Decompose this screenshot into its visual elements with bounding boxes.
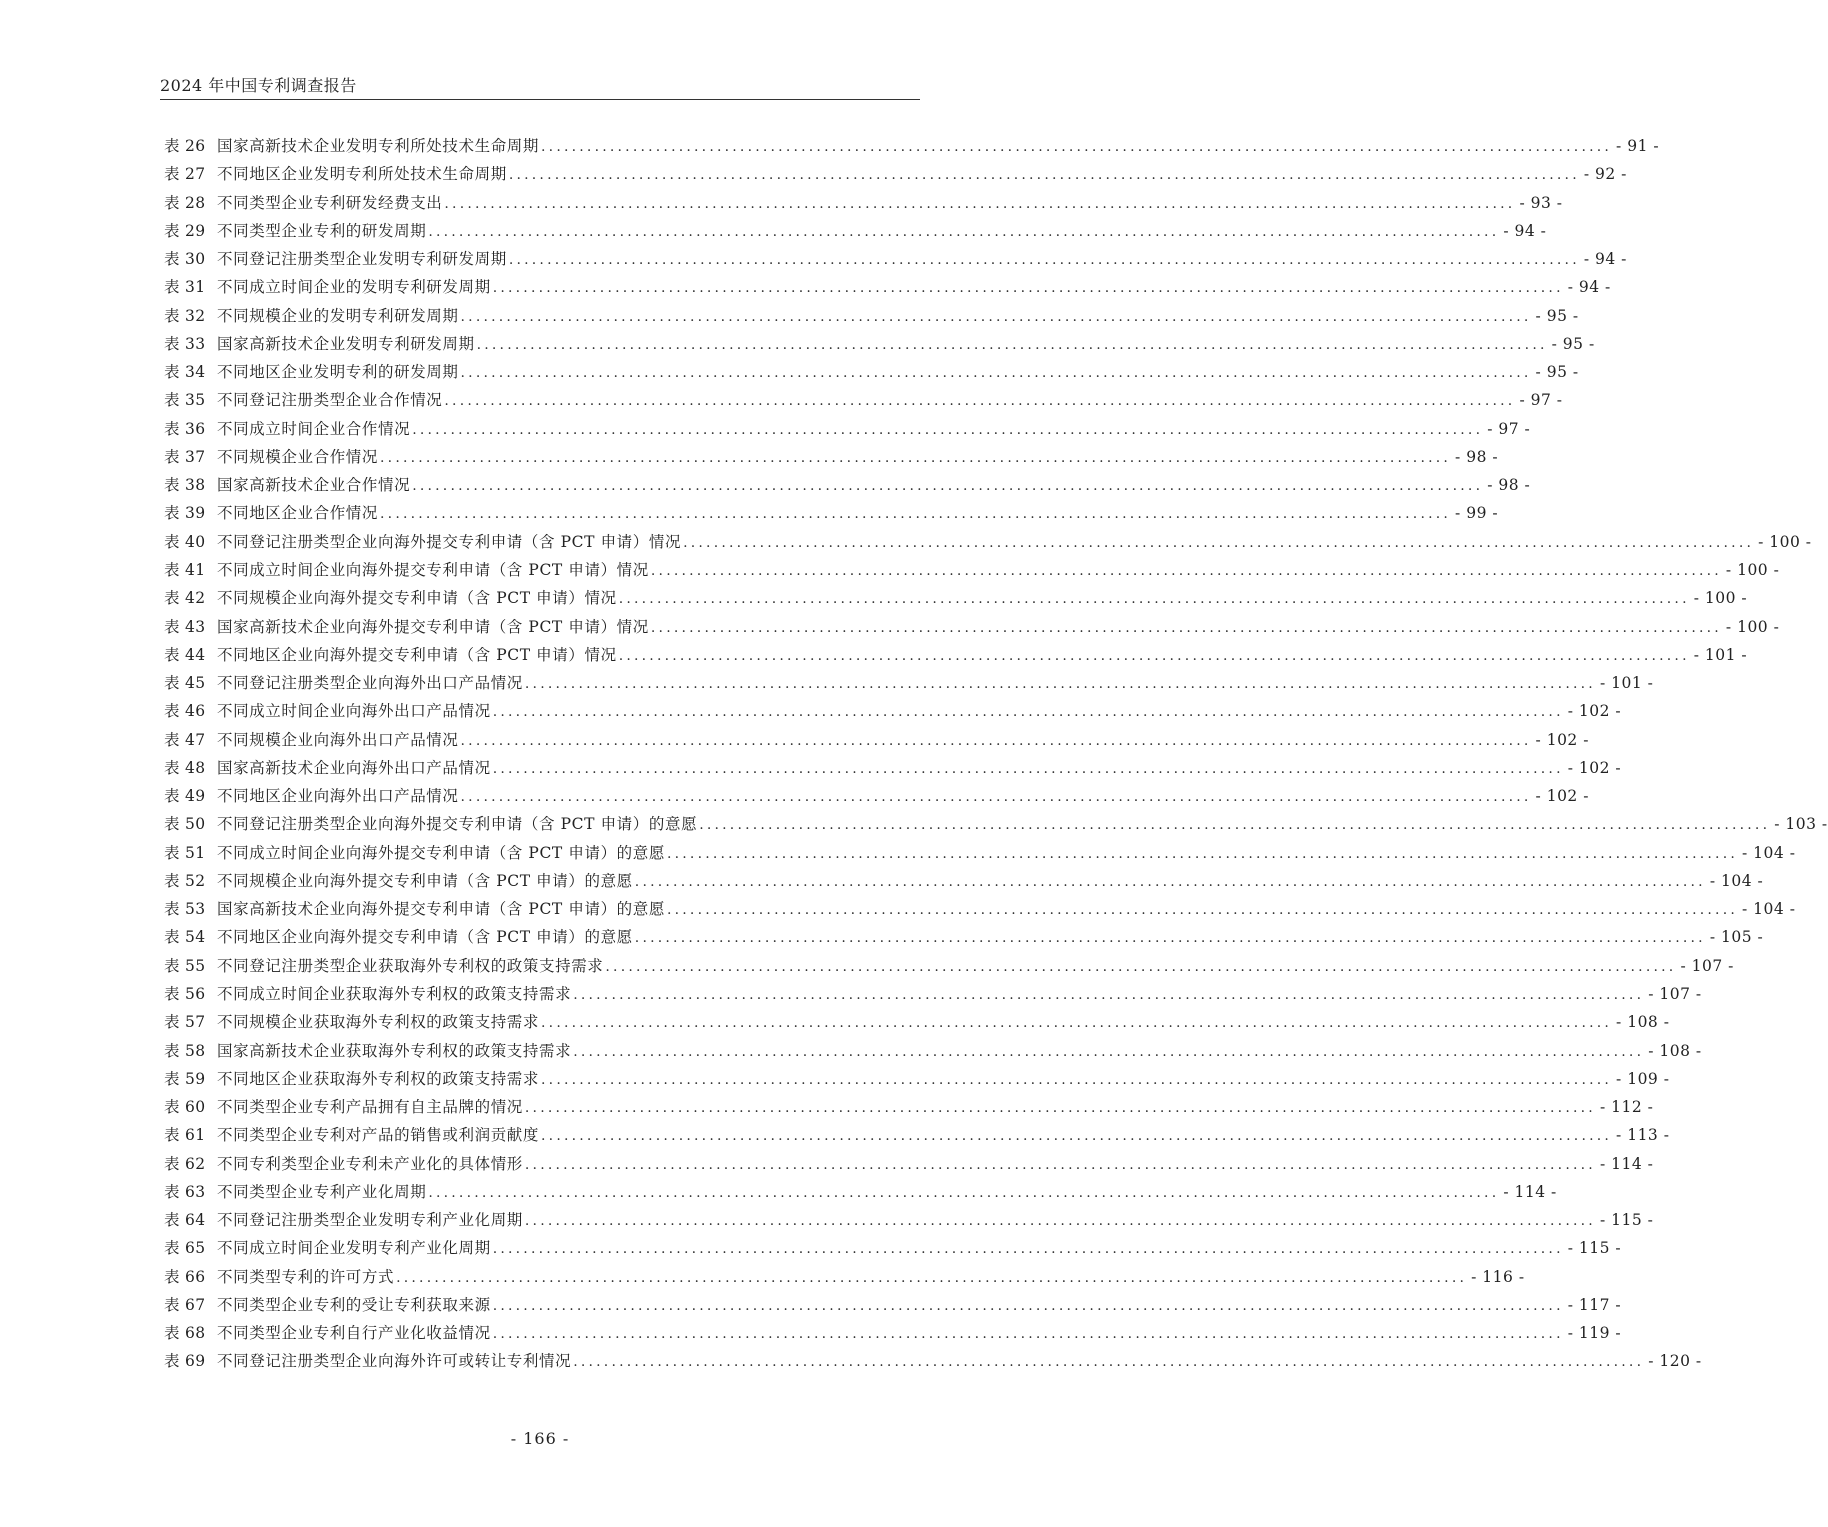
toc-entry-title: 不同规模企业向海外提交专利申请（含 PCT 申请）的意愿: [217, 871, 633, 890]
toc-entry-title: 不同地区企业获取海外专利权的政策支持需求: [217, 1069, 540, 1088]
toc-entry-label: 表 51: [164, 843, 206, 862]
toc-dot-leader: ............................................................................................................................................: [541, 1071, 1613, 1088]
toc-entry-label: 表 26: [164, 137, 206, 155]
toc-entry[interactable]: [164, 386, 1563, 414]
toc-entry-page: - 93 -: [1519, 193, 1563, 212]
toc-dot-leader: ............................................................................................................................................: [618, 591, 1690, 608]
toc-dot-leader: ............................................................................................................................................: [573, 1043, 1645, 1060]
toc-entry-title: 不同登记注册类型企业合作情况: [217, 391, 443, 410]
toc-entry-label: 表 60: [164, 1098, 206, 1117]
toc-entry-title: 不同地区企业向海外提交专利申请（含 PCT 申请）的意愿: [217, 928, 633, 947]
toc-entry-page: - 99 -: [1455, 504, 1499, 523]
toc-entry[interactable]: [164, 782, 1589, 810]
toc-entry-title: 不同类型企业专利产品拥有自主品牌的情况: [217, 1098, 523, 1117]
toc-dot-leader: ............................................................................................................................................: [634, 930, 1706, 947]
toc-entry[interactable]: [164, 641, 1748, 669]
toc-entry[interactable]: [164, 613, 1780, 641]
toc-entry-label: 表 39: [164, 504, 206, 523]
toc-entry-page: - 98 -: [1487, 476, 1531, 495]
toc-entry[interactable]: [164, 952, 1734, 980]
toc-entry-page: - 105 -: [1709, 928, 1764, 947]
toc-dot-leader: ............................................................................................................................................: [605, 958, 1677, 975]
toc-entry-title: 不同地区企业合作情况: [217, 504, 379, 523]
toc-dot-leader: ............................................................................................................................................: [492, 760, 1564, 777]
toc-entry-label: 表 53: [164, 900, 206, 919]
toc-entry-title: 不同登记注册类型企业向海外提交专利申请（含 PCT 申请）情况: [217, 532, 682, 551]
toc-entry-label: 表 30: [164, 250, 206, 269]
toc-dot-leader: ............................................................................................................................................: [541, 139, 1613, 155]
toc-entry-page: - 101 -: [1693, 645, 1748, 664]
toc-entry[interactable]: [164, 1347, 1702, 1375]
table-of-contents: [164, 132, 1828, 1376]
toc-entry-title: 国家高新技术企业向海外提交专利申请（含 PCT 申请）的意愿: [217, 900, 665, 919]
toc-entry-title: 不同登记注册类型企业获取海外专利权的政策支持需求: [217, 956, 604, 975]
toc-entry-title: 不同成立时间企业向海外出口产品情况: [217, 702, 491, 721]
toc-entry-title: 国家高新技术企业发明专利研发周期: [217, 334, 475, 353]
toc-entry-label: 表 50: [164, 815, 206, 834]
toc-entry-title: 不同类型专利的许可方式: [217, 1267, 395, 1286]
toc-entry-page: - 114 -: [1599, 1154, 1654, 1173]
toc-entry-title: 不同专利类型企业专利未产业化的具体情形: [217, 1154, 523, 1173]
toc-dot-leader: ............................................................................................................................................: [666, 845, 1739, 862]
toc-dot-leader: ............................................................................................................................................: [541, 1015, 1613, 1032]
toc-dot-leader: ............................................................................................................................................: [618, 647, 1690, 664]
toc-entry-page: - 100 -: [1725, 560, 1780, 579]
toc-entry-page: - 116 -: [1471, 1267, 1525, 1286]
toc-entry-label: 表 61: [164, 1126, 206, 1145]
toc-entry[interactable]: [164, 1234, 1622, 1262]
toc-dot-leader: ............................................................................................................................................: [699, 817, 1771, 834]
toc-entry-label: 表 37: [164, 447, 206, 466]
toc-entry-page: - 112 -: [1599, 1098, 1654, 1117]
toc-entry[interactable]: [164, 810, 1828, 838]
toc-entry-title: 国家高新技术企业获取海外专利权的政策支持需求: [217, 1041, 572, 1060]
toc-dot-leader: ............................................................................................................................................: [460, 365, 1532, 382]
toc-dot-leader: ............................................................................................................................................: [380, 449, 1452, 466]
toc-entry-label: 表 48: [164, 758, 206, 777]
toc-entry[interactable]: [164, 697, 1622, 725]
toc-entry-label: 表 36: [164, 419, 206, 438]
toc-entry-title: 不同规模企业的发明专利研发周期: [217, 306, 459, 325]
toc-dot-leader: ............................................................................................................................................: [492, 1326, 1564, 1343]
toc-entry-title: 不同地区企业发明专利所处技术生命周期: [217, 165, 507, 184]
toc-entry-page: - 117 -: [1567, 1295, 1622, 1314]
toc-entry-page: - 94 -: [1567, 278, 1611, 297]
toc-entry-label: 表 38: [164, 476, 206, 495]
toc-entry-page: - 109 -: [1616, 1069, 1670, 1088]
toc-entry-page: - 102 -: [1567, 758, 1622, 777]
toc-dot-leader: ............................................................................................................................................: [492, 1297, 1564, 1314]
toc-entry[interactable]: [164, 273, 1611, 301]
toc-entry-page: - 95 -: [1535, 363, 1579, 382]
toc-entry-label: 表 32: [164, 306, 206, 325]
toc-entry-label: 表 49: [164, 787, 206, 806]
toc-entry-label: 表 45: [164, 674, 206, 693]
toc-entry-label: 表 55: [164, 956, 206, 975]
toc-entry[interactable]: [164, 528, 1812, 556]
toc-dot-leader: ............................................................................................................................................: [412, 421, 1484, 438]
toc-dot-leader: ............................................................................................................................................: [683, 534, 1755, 551]
toc-entry-title: 不同成立时间企业发明专利产业化周期: [217, 1239, 491, 1258]
toc-dot-leader: ............................................................................................................................................: [573, 1354, 1645, 1371]
toc-entry-label: 表 64: [164, 1211, 206, 1230]
toc-entry-page: - 102 -: [1535, 787, 1589, 806]
toc-entry-title: 不同规模企业向海外提交专利申请（含 PCT 申请）情况: [217, 589, 617, 608]
toc-dot-leader: ............................................................................................................................................: [508, 167, 1580, 184]
toc-entry[interactable]: [164, 302, 1579, 330]
toc-entry-page: - 115 -: [1567, 1239, 1622, 1258]
toc-entry-label: 表 67: [164, 1295, 206, 1314]
toc-entry-label: 表 68: [164, 1324, 206, 1343]
toc-entry-label: 表 58: [164, 1041, 206, 1060]
toc-entry[interactable]: [164, 895, 1796, 923]
toc-entry-title: 不同登记注册类型企业向海外许可或转让专利情况: [217, 1352, 572, 1371]
toc-entry-label: 表 57: [164, 1013, 206, 1032]
toc-entry[interactable]: [164, 726, 1589, 754]
toc-entry-page: - 115 -: [1599, 1211, 1654, 1230]
toc-entry[interactable]: [164, 1178, 1557, 1206]
toc-entry-page: - 108 -: [1648, 1041, 1702, 1060]
toc-entry-title: 不同成立时间企业获取海外专利权的政策支持需求: [217, 984, 572, 1003]
toc-entry-title: 不同地区企业向海外出口产品情况: [217, 787, 459, 806]
toc-entry-page: - 100 -: [1693, 589, 1748, 608]
toc-dot-leader: ............................................................................................................................................: [492, 280, 1564, 297]
toc-entry-page: - 100 -: [1758, 532, 1812, 551]
toc-entry-title: 不同成立时间企业合作情况: [217, 419, 411, 438]
toc-entry-label: 表 28: [164, 193, 206, 212]
toc-entry-page: - 102 -: [1535, 730, 1589, 749]
toc-entry[interactable]: [164, 499, 1499, 527]
toc-entry-title: 不同成立时间企业向海外提交专利申请（含 PCT 申请）的意愿: [217, 843, 665, 862]
toc-entry-label: 表 54: [164, 928, 206, 947]
toc-dot-leader: ............................................................................................................................................: [524, 1100, 1596, 1117]
toc-entry-label: 表 40: [164, 532, 206, 551]
toc-entry[interactable]: [164, 1263, 1525, 1291]
toc-entry-page: - 97 -: [1487, 419, 1531, 438]
toc-entry-title: 不同地区企业发明专利的研发周期: [217, 363, 459, 382]
toc-entry[interactable]: [164, 471, 1531, 499]
toc-entry[interactable]: [164, 1008, 1670, 1036]
toc-entry-label: 表 56: [164, 984, 206, 1003]
toc-entry-label: 表 33: [164, 334, 206, 353]
toc-entry[interactable]: [164, 1150, 1654, 1178]
toc-entry[interactable]: [164, 1121, 1670, 1149]
toc-entry[interactable]: [164, 584, 1748, 612]
toc-entry-page: - 103 -: [1774, 815, 1828, 834]
toc-dot-leader: ............................................................................................................................................: [650, 619, 1722, 636]
toc-entry[interactable]: [164, 132, 1660, 160]
toc-entry-title: 不同类型企业专利对产品的销售或利润贡献度: [217, 1126, 540, 1145]
toc-entry-title: 国家高新技术企业发明专利所处技术生命周期: [217, 137, 540, 155]
toc-dot-leader: ............................................................................................................................................: [524, 676, 1596, 693]
toc-dot-leader: ............................................................................................................................................: [666, 902, 1739, 919]
toc-entry-title: 不同类型企业专利的研发周期: [217, 221, 427, 240]
toc-dot-leader: ............................................................................................................................................: [492, 1241, 1564, 1258]
toc-dot-leader: ............................................................................................................................................: [444, 195, 1516, 212]
running-header: 2024 年中国专利调查报告: [160, 76, 357, 95]
toc-dot-leader: ............................................................................................................................................: [460, 732, 1532, 749]
toc-entry-page: - 114 -: [1503, 1182, 1557, 1201]
toc-entry[interactable]: [164, 839, 1796, 867]
toc-entry-label: 表 52: [164, 871, 206, 890]
toc-entry-label: 表 62: [164, 1154, 206, 1173]
toc-entry-label: 表 29: [164, 221, 206, 240]
toc-dot-leader: ............................................................................................................................................: [412, 478, 1484, 495]
toc-entry[interactable]: [164, 1206, 1654, 1234]
toc-entry-page: - 95 -: [1551, 334, 1595, 353]
toc-entry[interactable]: [164, 358, 1579, 386]
toc-entry[interactable]: [164, 980, 1702, 1008]
toc-entry-label: 表 27: [164, 165, 206, 184]
toc-entry[interactable]: [164, 1291, 1622, 1319]
toc-entry-label: 表 34: [164, 363, 206, 382]
toc-entry[interactable]: [164, 160, 1627, 188]
toc-entry-label: 表 44: [164, 645, 206, 664]
toc-entry-page: - 98 -: [1455, 447, 1499, 466]
toc-entry-page: - 101 -: [1599, 674, 1654, 693]
toc-entry-title: 不同登记注册类型企业发明专利产业化周期: [217, 1211, 523, 1230]
toc-entry[interactable]: [164, 1319, 1622, 1347]
toc-entry[interactable]: [164, 754, 1622, 782]
toc-entry-label: 表 42: [164, 589, 206, 608]
toc-dot-leader: ............................................................................................................................................: [460, 308, 1532, 325]
toc-entry-page: - 108 -: [1616, 1013, 1670, 1032]
toc-dot-leader: ............................................................................................................................................: [508, 252, 1580, 269]
toc-entry[interactable]: [164, 415, 1531, 443]
toc-entry-title: 国家高新技术企业合作情况: [217, 476, 411, 495]
toc-dot-leader: ............................................................................................................................................: [428, 1184, 1500, 1201]
toc-entry[interactable]: [164, 330, 1595, 358]
toc-dot-leader: ............................................................................................................................................: [380, 506, 1452, 523]
toc-entry[interactable]: [164, 923, 1764, 951]
toc-entry-title: 不同登记注册类型企业发明专利研发周期: [217, 250, 507, 269]
toc-entry-title: 国家高新技术企业向海外出口产品情况: [217, 758, 491, 777]
toc-dot-leader: ............................................................................................................................................: [492, 704, 1564, 721]
toc-dot-leader: ............................................................................................................................................: [428, 223, 1500, 240]
toc-entry-page: - 120 -: [1648, 1352, 1702, 1371]
toc-dot-leader: ............................................................................................................................................: [524, 1213, 1596, 1230]
toc-dot-leader: ............................................................................................................................................: [396, 1269, 1468, 1286]
toc-entry-label: 表 43: [164, 617, 206, 636]
toc-entry-title: 不同地区企业向海外提交专利申请（含 PCT 申请）情况: [217, 645, 617, 664]
toc-dot-leader: ............................................................................................................................................: [476, 336, 1548, 353]
toc-dot-leader: ............................................................................................................................................: [541, 1128, 1613, 1145]
toc-entry-label: 表 59: [164, 1069, 206, 1088]
toc-entry[interactable]: [164, 1093, 1654, 1121]
toc-entry-title: 不同类型企业专利的受让专利获取来源: [217, 1295, 491, 1314]
toc-entry-label: 表 47: [164, 730, 206, 749]
toc-entry-title: 不同规模企业向海外出口产品情况: [217, 730, 459, 749]
toc-entry-label: 表 66: [164, 1267, 206, 1286]
toc-entry-page: - 94 -: [1583, 250, 1627, 269]
header-rule: [160, 99, 920, 100]
toc-entry[interactable]: [164, 669, 1654, 697]
toc-dot-leader: ............................................................................................................................................: [650, 562, 1722, 579]
toc-entry-title: 不同登记注册类型企业向海外出口产品情况: [217, 674, 523, 693]
toc-entry-page: - 95 -: [1535, 306, 1579, 325]
toc-entry[interactable]: [164, 1037, 1702, 1065]
toc-dot-leader: ............................................................................................................................................: [444, 393, 1516, 410]
toc-entry-page: - 119 -: [1567, 1324, 1622, 1343]
toc-entry-page: - 92 -: [1583, 165, 1627, 184]
toc-entry-label: 表 65: [164, 1239, 206, 1258]
toc-entry[interactable]: [164, 556, 1780, 584]
toc-entry-page: - 91 -: [1616, 137, 1660, 155]
toc-entry-label: 表 31: [164, 278, 206, 297]
toc-entry-page: - 102 -: [1567, 702, 1622, 721]
toc-entry[interactable]: [164, 867, 1764, 895]
toc-entry[interactable]: [164, 189, 1563, 217]
toc-entry[interactable]: [164, 245, 1627, 273]
toc-entry-page: - 104 -: [1709, 871, 1764, 890]
toc-entry-page: - 97 -: [1519, 391, 1563, 410]
toc-entry-page: - 100 -: [1725, 617, 1780, 636]
toc-dot-leader: ............................................................................................................................................: [573, 986, 1645, 1003]
toc-entry-page: - 107 -: [1648, 984, 1702, 1003]
toc-entry-label: 表 46: [164, 702, 206, 721]
toc-entry-title: 不同成立时间企业的发明专利研发周期: [217, 278, 491, 297]
toc-entry-title: 国家高新技术企业向海外提交专利申请（含 PCT 申请）情况: [217, 617, 649, 636]
toc-entry[interactable]: [164, 217, 1547, 245]
toc-entry-title: 不同类型企业专利研发经费支出: [217, 193, 443, 212]
toc-entry-title: 不同类型企业专利自行产业化收益情况: [217, 1324, 491, 1343]
toc-entry-label: 表 41: [164, 560, 206, 579]
toc-entry-title: 不同规模企业获取海外专利权的政策支持需求: [217, 1013, 540, 1032]
toc-entry-title: 不同类型企业专利产业化周期: [217, 1182, 427, 1201]
toc-entry-title: 不同登记注册类型企业向海外提交专利申请（含 PCT 申请）的意愿: [217, 815, 698, 834]
toc-entry-title: 不同规模企业合作情况: [217, 447, 379, 466]
toc-entry[interactable]: [164, 443, 1499, 471]
toc-entry-label: 表 35: [164, 391, 206, 410]
toc-entry-page: - 107 -: [1680, 956, 1734, 975]
toc-dot-leader: ............................................................................................................................................: [634, 873, 1706, 890]
toc-entry-page: - 94 -: [1503, 221, 1547, 240]
toc-entry-page: - 113 -: [1616, 1126, 1670, 1145]
toc-dot-leader: ............................................................................................................................................: [524, 1156, 1596, 1173]
toc-entry[interactable]: [164, 1065, 1670, 1093]
toc-entry-label: 表 63: [164, 1182, 206, 1201]
toc-entry-page: - 104 -: [1742, 843, 1796, 862]
page-number: - 166 -: [510, 1429, 570, 1448]
toc-entry-title: 不同成立时间企业向海外提交专利申请（含 PCT 申请）情况: [217, 560, 649, 579]
toc-dot-leader: ............................................................................................................................................: [460, 789, 1532, 806]
toc-entry-page: - 104 -: [1742, 900, 1796, 919]
toc-entry-label: 表 69: [164, 1352, 206, 1371]
